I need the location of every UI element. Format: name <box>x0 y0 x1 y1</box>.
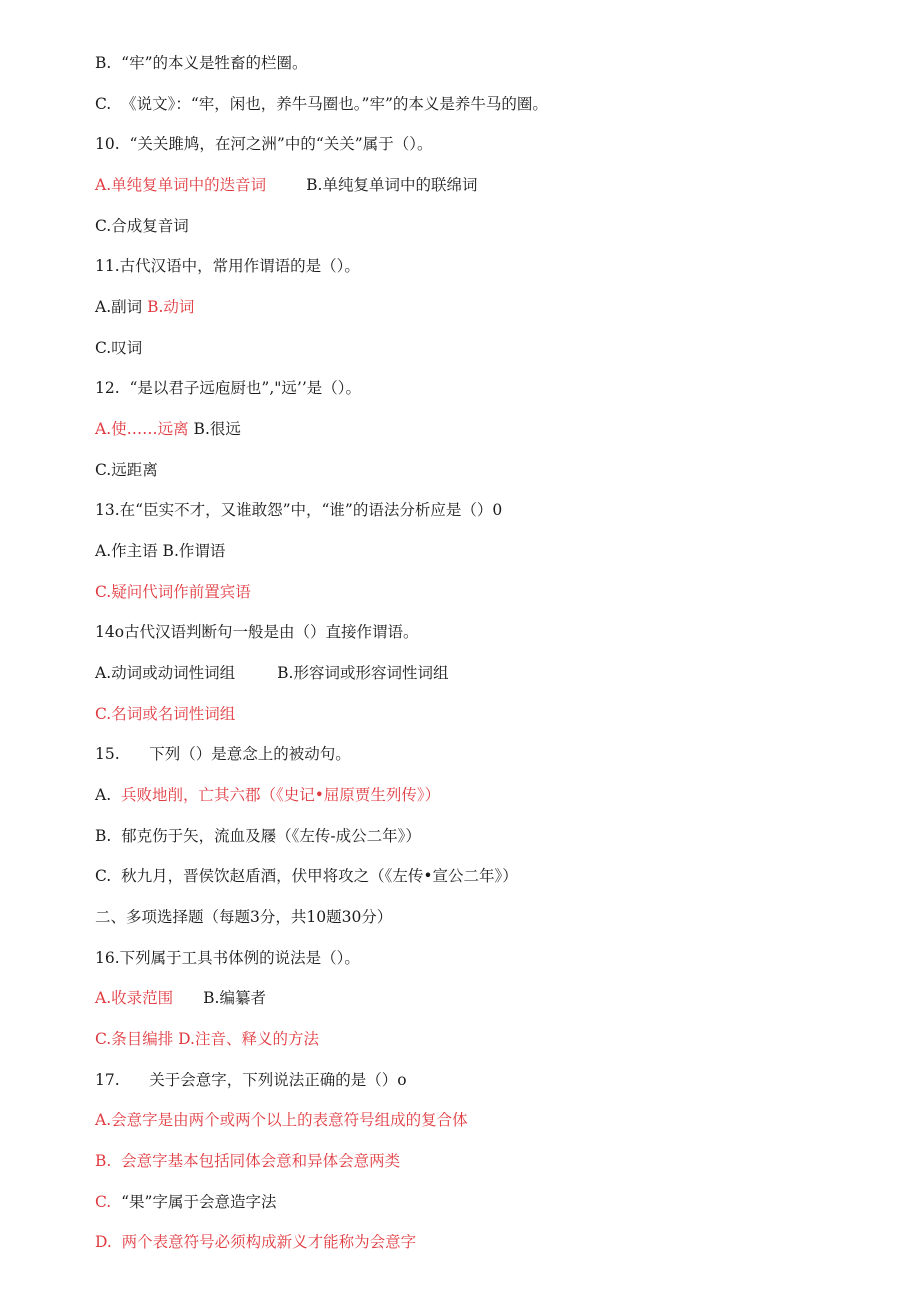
answer-text: C.名词或名词性词组 <box>95 705 236 723</box>
line-text: 16.下列属于工具书体例的说法是（）。 <box>95 949 360 967</box>
q11-options-ab <box>95 297 194 317</box>
q12-options-ab <box>95 419 241 439</box>
option-letter: C. <box>95 1193 122 1211</box>
q15-option-c <box>95 866 518 886</box>
line-text: C. 《说文》：“牢，闲也，养牛马圈也。”牢”的本义是养牛马的圈。 <box>95 95 548 113</box>
line-1 <box>95 53 308 73</box>
q16-options-ab <box>95 988 266 1008</box>
option-text: A.副词 <box>95 298 148 316</box>
option-text: C.远距离 <box>95 461 158 479</box>
answer-text: A.单纯复单词中的迭音词 <box>95 176 267 194</box>
question-12 <box>95 378 361 398</box>
question-15 <box>95 744 351 764</box>
q12-option-c <box>95 460 158 480</box>
option-text: “果”字属于会意造字法 <box>121 1193 277 1211</box>
q17-option-c <box>95 1192 276 1212</box>
option-text: B. 郁克伤于矢，流血及屦（《左传-成公二年》） <box>95 827 421 845</box>
answer-text: C.疑问代词作前置宾语 <box>95 583 251 601</box>
option-text: B.编纂者 <box>203 989 266 1007</box>
answer-text: 兵败地削，亡其六郡（《史记•屈原贾生列传》） <box>120 786 441 804</box>
section-heading <box>95 907 392 927</box>
question-13 <box>95 500 502 520</box>
line-text: 13.在“臣实不才，又谁敢怨”中，“谁”的语法分析应是（）0 <box>95 501 503 519</box>
answer-text: C.条目编排 D.注音、释义的方法 <box>95 1030 319 1048</box>
line-text: 12. “是以君子远庖厨也”,"远’’是（）。 <box>95 379 362 397</box>
answer-text: A.收录范围 <box>95 989 174 1007</box>
q16-options-cd <box>95 1029 319 1049</box>
option-text: C. 秋九月，晋侯饮赵盾酒，伏甲将攻之（《左传•宣公二年》） <box>95 867 518 885</box>
line-text: 10. “关关雎鸠，在河之洲”中的“关关”属于（）。 <box>95 135 433 153</box>
answer-text: A.使……远离 <box>95 420 189 438</box>
line-text: B. “牢”的本义是牲畜的栏圈。 <box>95 54 308 72</box>
answer-text: D. 两个表意符号必须构成新义才能称为会意字 <box>95 1233 417 1251</box>
option-text: B.很远 <box>188 420 241 438</box>
option-text: C.叹词 <box>95 339 143 357</box>
option-text: C.合成复音词 <box>95 217 189 235</box>
question-11 <box>95 256 360 276</box>
answer-text: B. 会意字基本包括同体会意和异体会意两类 <box>95 1152 401 1170</box>
question-10 <box>95 134 432 154</box>
option-text: B.形容词或形容词性词组 <box>277 664 449 682</box>
answer-text: B.动词 <box>147 298 195 316</box>
line-text: 14o古代汉语判断句一般是由（）直接作谓语。 <box>95 623 419 641</box>
option-text: A.作主语 B.作谓语 <box>95 542 226 560</box>
option-text: A.动词或动词性词组 <box>95 664 236 682</box>
line-2 <box>95 94 548 114</box>
q15-option-a <box>95 785 440 805</box>
answer-text: A.会意字是由两个或两个以上的表意符号组成的复合体 <box>95 1111 468 1129</box>
line-text: 二、多项选择题（每题3分，共10题30分） <box>95 908 393 926</box>
q17-option-b <box>95 1151 400 1171</box>
line-text: 11.古代汉语中，常用作谓语的是（）。 <box>95 257 360 275</box>
q11-option-c <box>95 338 142 358</box>
q13-option-c <box>95 582 251 602</box>
q10-option-c <box>95 216 189 236</box>
question-14 <box>95 622 419 642</box>
option-text: B.单纯复单词中的联绵词 <box>306 176 478 194</box>
q10-options-ab <box>95 175 477 195</box>
option-letter: A. <box>95 786 121 804</box>
q14-options-ab <box>95 663 448 683</box>
q13-options-ab <box>95 541 225 561</box>
q17-option-d <box>95 1232 416 1252</box>
line-text: 15. 下列（）是意念上的被动句。 <box>95 745 351 763</box>
question-16 <box>95 948 360 968</box>
q15-option-b <box>95 826 421 846</box>
q14-option-c <box>95 704 235 724</box>
q17-option-a <box>95 1110 468 1130</box>
line-text: 17. 关于会意字，下列说法正确的是（）o <box>95 1071 407 1089</box>
question-17 <box>95 1070 407 1090</box>
